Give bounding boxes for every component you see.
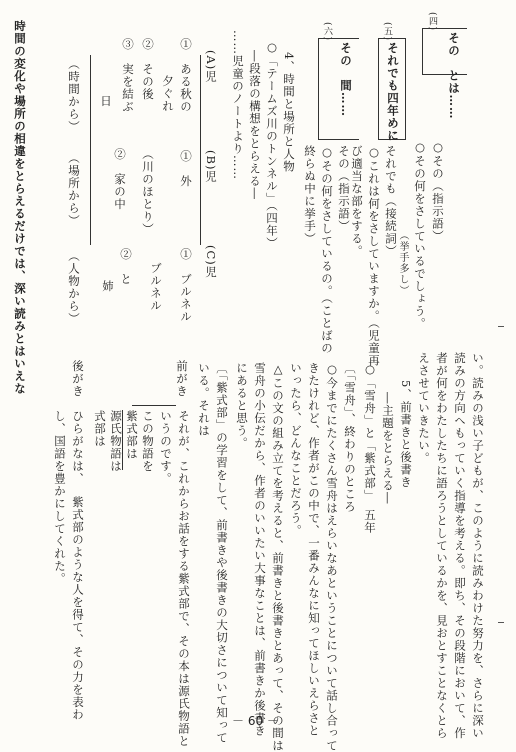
- para-line-1: い。読みの浅い子どもが、このように読みわけた努力を、さらに深い: [471, 352, 485, 740]
- cell-c1b: ブルネル: [149, 262, 163, 312]
- section-5-line1: それでも（接続詞）: [384, 145, 398, 258]
- cell-c2: ② と: [119, 248, 133, 286]
- item-5-example: ○「雪舟」と「紫式部」 五年: [363, 362, 377, 534]
- margin-tick: [498, 622, 504, 623]
- foreword-sub-4: 式部は: [93, 410, 107, 448]
- foreword-sub-2: 紫式部は: [125, 410, 139, 460]
- foreword-line-2: いうのです。: [159, 410, 173, 485]
- section-4-line3: （挙手多し）: [397, 230, 408, 296]
- section-6-line3: 終らぬ中に挙手）: [303, 145, 317, 245]
- col-a-header: (A)児: [204, 50, 218, 83]
- cell-b2: ② 家の中: [113, 148, 127, 211]
- quote-line-1: 〔「雪舟」、終わりのところ: [343, 362, 357, 513]
- item-4-example: ○「テームズ川のトンネル」（四年）: [265, 40, 279, 250]
- table-left-rule: [90, 55, 91, 245]
- quote-line-5: △この文の組み立てを考えると、前書きと後書きとあって、その間は: [271, 362, 285, 752]
- foreword-line-1: それが、これからお話をする紫式部で、その本は源氏物語と: [177, 410, 191, 748]
- afterword-label: 後がき: [71, 360, 85, 398]
- ref-line-1: 〔「紫式部」の学習をして、前書きや後書きの大切さについて知って: [215, 362, 229, 744]
- para-line-2: 読みの方向へもっていく指導を考える。即ち、その段階において、作: [453, 352, 467, 740]
- para-line-3: 者が何をわたしたちに語ろうとしているかを、見おとすことなくとら: [435, 352, 449, 740]
- para-line-4: えさせていきたい。: [417, 352, 431, 465]
- col-b-header: (B)児: [204, 150, 218, 183]
- quote-line-4: いったら、どんなことだろう。: [289, 362, 303, 537]
- item-5-subtitle: ―主題をとらえる―: [381, 392, 395, 505]
- quote-line-6: 雪舟の小伝だから、作者のいいたい大事なことは、前書きか後書き: [253, 362, 267, 737]
- margin-tick: [498, 326, 504, 327]
- foot-person: （人物から）: [67, 250, 81, 325]
- table-right-rule: [200, 55, 201, 245]
- quote-line-7: にあると思う。: [235, 362, 249, 450]
- quote-line-3: きたけれど、作者がこの中で、一番みんなに知ってほしいえらさと: [307, 362, 321, 737]
- item-5-heading: 5、前書きと後書き: [399, 380, 413, 489]
- page-number: － 60 －: [232, 714, 279, 728]
- afterword-line-1: ひらがなは、: [71, 410, 85, 485]
- foreword-label: 前がき: [175, 360, 189, 398]
- section-5-title: それでも四年めに: [386, 42, 400, 142]
- afterword-line-3: し、国語を豊かにしてくれた。: [53, 410, 67, 585]
- foreword-bracket: [132, 405, 176, 406]
- section-4-title: その とは……: [447, 32, 461, 120]
- section-5-mark: (五): [382, 22, 392, 42]
- left-column-text: 時間の変化や場所の相違をとらえるだけでは、深い読みとはいえな: [13, 20, 27, 395]
- foot-place: （場所から）: [67, 152, 81, 227]
- section-4-line1: ○その（指示語）: [431, 140, 445, 243]
- afterword-line-2: 紫式部のような人を得て、その力を表わ: [71, 496, 85, 721]
- cell-a1: ① ある秋の: [179, 38, 193, 113]
- cell-a3: ③ 実を結ぶ: [121, 38, 135, 113]
- cell-c2b: 姉: [101, 280, 115, 293]
- ref-line-2: いる。それは: [197, 362, 211, 437]
- foot-time: （時間から）: [67, 58, 81, 133]
- cell-a3b: 日: [99, 95, 113, 108]
- section-5-line3: び適当な部をする。: [350, 145, 364, 258]
- section-4-mark: (四): [427, 12, 437, 32]
- foreword-sub-1: この物語を: [141, 410, 155, 473]
- item-4-note: ……児童のノートより……: [231, 30, 245, 180]
- item-4-subtitle: ―段落の構想をとらえる―: [248, 50, 262, 200]
- cell-a2: ② その後: [141, 38, 155, 101]
- cell-c1: ① ブルネル: [179, 248, 193, 323]
- item-4-heading: 4、時間と場所と人物: [282, 52, 296, 173]
- section-6-line2: ○その何をさしているの。（ことばの: [320, 145, 334, 355]
- quote-line-2: ○今までにたくさん雪舟はえらいなあということについて話し合って: [325, 362, 339, 752]
- cell-b1: ① 外: [179, 150, 193, 188]
- section-6-line1: その（指示語）: [337, 145, 351, 233]
- section-5-line2: ○これは何をさしていますか。（児童再: [367, 145, 381, 367]
- section-6-mark: (六): [322, 22, 332, 42]
- col-c-header: (C)児: [204, 245, 218, 279]
- foreword-sub-rule: [122, 410, 123, 470]
- section-4-line2: ○その何をさしているでしょう。: [413, 140, 427, 330]
- cell-a1b: 夕ぐれ: [161, 75, 175, 113]
- cell-b1b: （川のほとり）: [141, 148, 155, 236]
- section-6-title: その 間……: [339, 42, 353, 117]
- foreword-sub-3: 源氏物語は: [109, 410, 123, 473]
